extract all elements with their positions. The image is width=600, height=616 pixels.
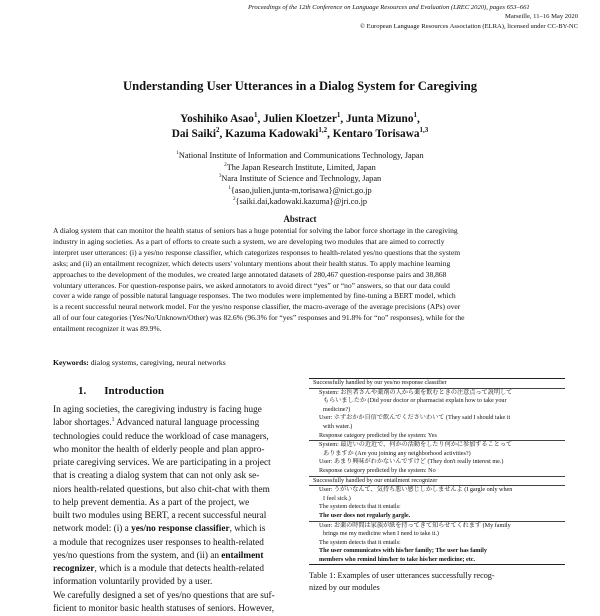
caption-line: nized by our modules bbox=[309, 582, 380, 592]
abstract-line: voluntary utterances. For question-response pairs, we asked annotators to avoid direct “yes” or “no” answers, so that our data could bbox=[53, 280, 450, 290]
affil-mark: 2 bbox=[224, 161, 227, 168]
intro-line: who monitor the health of elderly people and plan appro- bbox=[53, 444, 265, 455]
intro-text: , which is a module that detects health-related bbox=[94, 564, 264, 574]
intro-line: a module that recognizes user responses to health-related bbox=[53, 537, 264, 548]
table-row: System: 最近いの近近で、何かの活動をしたり何かに参加することって bbox=[309, 440, 565, 450]
intro-line: technologies could reduce the workload of case managers, bbox=[53, 431, 269, 442]
table-row: The system detects that it entails: bbox=[319, 539, 401, 546]
affiliations bbox=[0, 150, 600, 208]
affil-mark: 1 bbox=[228, 185, 231, 192]
abstract-line: entailment recognizer it was 89.9%. bbox=[53, 324, 162, 334]
abstract-line: approaches to the development of the modules, we created large annotated datasets of 280,467 question-response pairs and 38,868 bbox=[53, 269, 447, 279]
section-number: 1. bbox=[78, 385, 87, 397]
author-affil-mark: 2 bbox=[216, 125, 220, 134]
intro-line: niors health-related questions, but also chit-chat with them bbox=[53, 484, 270, 495]
table-row: The user does not regularly gargle. bbox=[319, 512, 411, 519]
author-list: Yoshihiko Asao$^1$, Julien Kloetzer$^1$, Junta Mizuno$^1$, Dai Saiki$^2$, Kazuma Kadowaki$^{1,2}$, Kentaro Torisawa$^{1,3}$ bbox=[171, 111, 429, 140]
example-table bbox=[309, 378, 565, 565]
intro-line: that is creating a dialog system that can not only ask se- bbox=[53, 471, 260, 482]
paper-title: Understanding User Utterances in a Dialog System for Caregiving bbox=[122, 79, 477, 93]
keywords bbox=[53, 358, 226, 367]
affil-mark: 2 bbox=[232, 196, 236, 203]
intro-line: built two modules using BERT, a recent successful neural bbox=[53, 511, 267, 521]
intro-text: Advanced natural language processing bbox=[114, 418, 260, 429]
intro-paragraph bbox=[53, 404, 288, 616]
table-row: Response category predicted by the system: No bbox=[319, 467, 436, 474]
table-row: medicine?) bbox=[323, 406, 351, 413]
author-affil-mark: 1 bbox=[413, 111, 417, 120]
table-row: User: ホずおかか自信で飲んでくださいわいて (They said I should take it bbox=[319, 415, 511, 422]
table-section-header: Successfully handled by our entailment recognizer bbox=[309, 476, 565, 487]
abstract-body bbox=[53, 226, 553, 335]
table-row: Response category predicted by the system: Yes bbox=[319, 432, 437, 439]
header-line-3: © European Language Resources Association (ELRA), licensed under CC-BY-NC bbox=[360, 22, 578, 30]
author-name: Julien Kloetzer bbox=[263, 113, 337, 125]
table-row: User: お薬の時間は家族が紙を持ってきて知らせてくれます (My family bbox=[309, 521, 565, 531]
affil-mark: 3 bbox=[218, 173, 222, 180]
email-2: {saiki.dai,kadowaki.kazuma}@jri.co.jp bbox=[235, 197, 368, 207]
table-row: User: あまり興味がわかないんですけど (They don't really interest me.) bbox=[319, 459, 504, 466]
abstract-line: all of our four categories (Yes/No/Unknown/Other) was 82.6% (96.3% for “yes” responses and 91.8% for “no” responses), while for the bbox=[53, 313, 465, 323]
affiliation-1: National Institute of Information and Communications Technology, Japan bbox=[178, 151, 424, 160]
abstract-heading: Abstract bbox=[283, 214, 317, 224]
author-name: Dai Saiki bbox=[171, 127, 216, 140]
abstract-line: is a recent successful neural network model. For the yes/no response classifier, the macro-average of the average precisions (APs) over bbox=[53, 302, 461, 312]
table-row: System: お医者さんや薬剤の人から薬を飲むときの注意点って説明して bbox=[319, 389, 513, 396]
intro-line bbox=[53, 523, 288, 536]
section-heading bbox=[78, 385, 288, 397]
intro-line bbox=[53, 563, 288, 576]
abstract-line: industry in aging societies. As a part of efforts to create such a system, we are developing two modules that are aimed to correctly bbox=[53, 236, 445, 246]
intro-text: labor shortages. bbox=[53, 418, 112, 429]
intro-line bbox=[53, 550, 288, 563]
author-affil-mark: 1,3 bbox=[419, 125, 429, 134]
intro-text: yes/no questions from the system, and (ii) an bbox=[53, 550, 222, 561]
abstract-line: asks; and (ii) an entailment recognizer, which detects users' voluntary mentions about their health status. To apply machine learning bbox=[53, 258, 451, 268]
abstract-line: interpret user utterances: (i) a yes/no response classifier, which categorizes responses to health-related yes/no questions that the system bbox=[53, 247, 461, 257]
table-row: The user communicates with his/her family; The user has family bbox=[319, 548, 487, 555]
header-line-2: Marseille, 11–16 May 2020 bbox=[504, 13, 578, 21]
author-affil-mark: 1 bbox=[336, 111, 341, 120]
table-row: ありますか (Are you joining any neighborhood activities?) bbox=[323, 450, 471, 457]
author-name: Kentaro Torisawa bbox=[332, 127, 420, 140]
table-row: I feel sick.) bbox=[323, 495, 351, 502]
intro-line: We carefully designed a set of yes/no questions that are suf- bbox=[53, 590, 275, 601]
affil-mark: 1 bbox=[176, 150, 179, 157]
table-section-header: Successfully handled by our yes/no response classifier bbox=[309, 379, 565, 389]
header-line-1: Proceedings of the 12th Conference on Language Resources and Evaluation (LREC 2020), pages 653–661 bbox=[248, 4, 530, 11]
intro-line: In aging societies, the caregiving industry is facing huge bbox=[53, 405, 262, 415]
section-title: Introduction bbox=[104, 385, 164, 397]
intro-line bbox=[53, 417, 288, 430]
intro-term: yes/no response classifier bbox=[131, 524, 230, 535]
author-affil-mark: 1,2 bbox=[318, 125, 328, 134]
table-row: The system detects that it entails: bbox=[319, 504, 401, 511]
intro-text: network model: (i) a bbox=[53, 524, 132, 535]
table-row: もらいましたか (Did your doctor or pharmacist explain how to take your bbox=[323, 398, 507, 405]
abstract-line: cover a wide range of possible natural language responses. The two modules were implemented by fine-tuning a BERT model, which bbox=[53, 291, 456, 301]
intro-term: entailment bbox=[221, 550, 264, 561]
intro-line: to help prevent dementia. As a part of the project, we bbox=[53, 497, 250, 508]
footnote-mark: 1 bbox=[111, 417, 115, 424]
intro-line: information voluntarily provided by a user. bbox=[53, 577, 213, 588]
intro-term: recognizer bbox=[53, 564, 95, 574]
table-row: members who remind him/her to take his/her medicine; etc. bbox=[319, 556, 476, 563]
table-caption bbox=[309, 570, 565, 593]
intro-line: ficient to monitor basic health statuses of seniors. However, bbox=[53, 603, 275, 614]
table-row: with water.) bbox=[323, 423, 353, 430]
keywords-text: dialog systems, caregiving, neural networks bbox=[90, 358, 226, 367]
proceedings-header bbox=[248, 3, 578, 31]
abstract-line: A dialog system that can monitor the health status of seniors has a huge potential for solving the labor force shortage in the caregiving bbox=[53, 226, 458, 235]
author-name: Yoshihiko Asao bbox=[180, 113, 254, 125]
affiliation-3: Nara Institute of Science and Technology, Japan bbox=[221, 174, 382, 184]
intro-text: , which is bbox=[229, 524, 266, 535]
email-1: {asao,julien,junta-m,torisawa}@nict.go.jp bbox=[230, 185, 372, 195]
author-name: Kazuma Kadowaki bbox=[225, 127, 319, 140]
keywords-label: Keywords: bbox=[53, 358, 89, 367]
author-affil-mark: 1 bbox=[253, 111, 258, 120]
table-row: User: うがいなんて、気持ち悪い感じしかしませんよ (I gargle only when bbox=[319, 487, 513, 494]
caption-line: Table 1: Examples of user utterances successfully recog- bbox=[309, 571, 495, 580]
author-name: Junta Mizuno bbox=[346, 113, 414, 125]
table-row: brings me my medicine when I need to take it.) bbox=[323, 531, 439, 538]
intro-line: priate caregiving services. We are participating in a project bbox=[53, 458, 271, 468]
affiliation-2: The Japan Research Institute, Limited, Japan bbox=[226, 162, 376, 172]
